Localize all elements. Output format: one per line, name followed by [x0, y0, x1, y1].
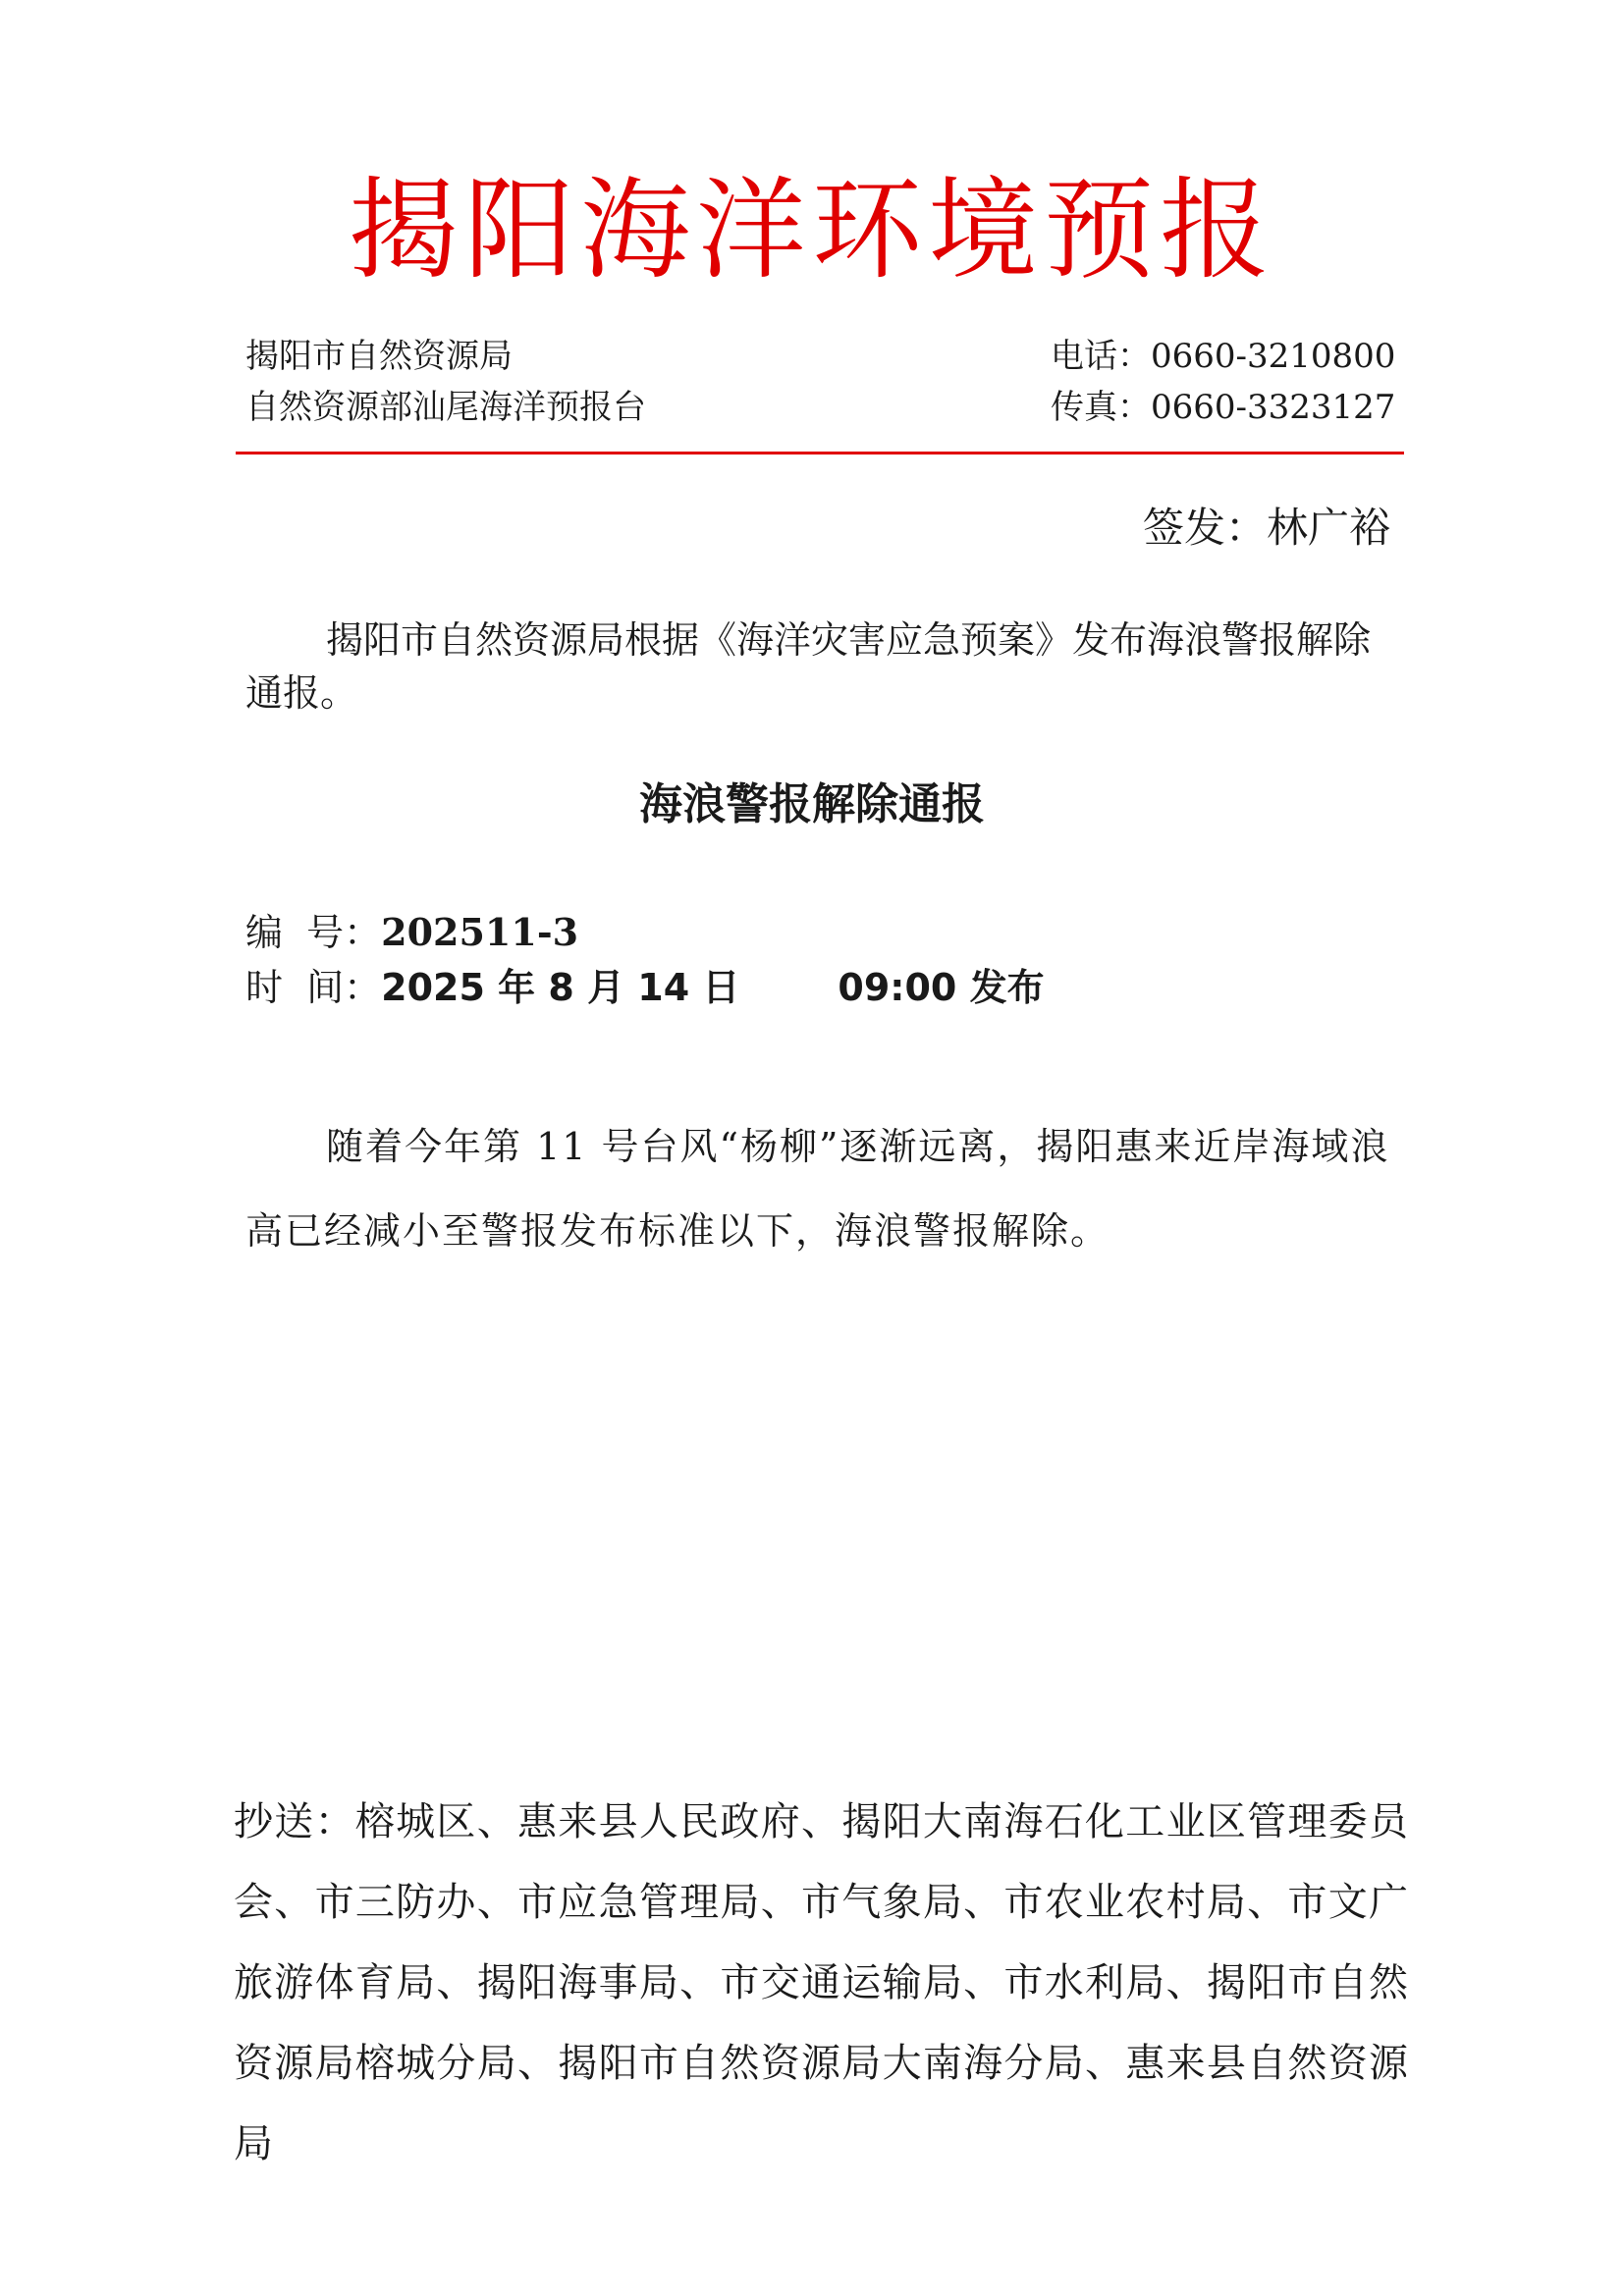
intro-paragraph: 揭阳市自然资源局根据《海洋灾害应急预案》发布海浪警报解除通报。 [245, 618, 1372, 715]
number-row [245, 905, 1045, 960]
notice-title: 海浪警报解除通报 [639, 779, 985, 829]
signer-line: 签发：林广裕 [1142, 504, 1390, 552]
fax-number: 传真：0660-3323127 [1051, 388, 1396, 427]
time-label: 时 间： [245, 966, 382, 1009]
notice-meta [245, 905, 1045, 1015]
number-label: 编 号： [245, 911, 382, 954]
number-value: 202511-3 [381, 910, 579, 954]
issuer-contacts [1051, 331, 1395, 433]
notice-body: 随着今年第 11 号台风“杨柳”逐渐远离，揭阳惠来近岸海域浪高已经减小至警报发布标准以下，海浪警报解除。 [245, 1125, 1390, 1253]
issuer-org-line-1: 揭阳市自然资源局 [245, 337, 513, 376]
date-value: 2025 年 8 月 14 日 [381, 966, 740, 1009]
masthead-title: 揭阳海洋环境预报 [349, 167, 1275, 294]
phone-number: 电话：0660-3210800 [1051, 337, 1396, 376]
issuer-orgs [245, 331, 646, 433]
cc-list: 抄送：榕城区、惠来县人民政府、揭阳大南海石化工业区管理委员会、市三防办、市应急管理局、市气象局、市农业农村局、市文广旅游体育局、揭阳海事局、市交通运输局、市水利局、揭阳市自然资源局榕城分局、揭阳市自然资源局大南海分局、惠来县自然资源局 [234, 1799, 1408, 2166]
time-row [245, 960, 1045, 1015]
time-value: 09:00 发布 [838, 966, 1045, 1009]
red-header-rule [236, 452, 1404, 454]
issuer-org-line-2: 自然资源部汕尾海洋预报台 [245, 388, 646, 427]
